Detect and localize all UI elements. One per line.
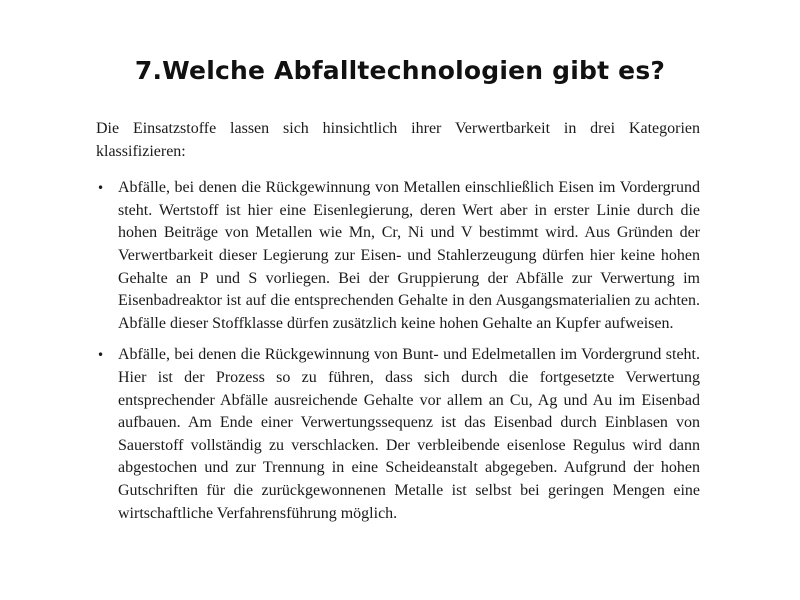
scanned-text-excerpt xyxy=(88,118,700,578)
list-item xyxy=(88,344,700,525)
slide-title: 7.Welche Abfalltechnologien gibt es? xyxy=(134,56,666,85)
list-item xyxy=(88,177,700,335)
intro-paragraph: Die Einsatzstoffe lassen sich hinsichtlich ihrer Verwertbarkeit in drei Kategorien klassifizieren: xyxy=(96,120,700,160)
category-list xyxy=(88,177,700,525)
bullet-icon: • xyxy=(97,181,105,196)
list-item-text: Abfälle, bei denen die Rückgewinnung von Metallen einschließlich Eisen im Vordergrund steht. Wertstoff ist hier eine Eisenlegierung, deren Wert aber in erster Linie durch die hohen Beiträge von Metallen wie Mn, Cr, Ni und V bestimmt wird. Aus Gründen der Verwertbarkeit dieser Legierung zur Eisen- und Stahlerzeugung dürfen hier keine hohen Gehalte an P und S vorliegen. Bei der Gruppierung der Abfälle zur Verwertung im Eisenbadreaktor ist auf die entsprechenden Gehalte in den Ausgangsmaterialien zu achten. Abfälle dieser Stoffklasse dürfen zusätzlich keine hohen Gehalte an Kupfer aufweisen. xyxy=(118,179,700,332)
bullet-icon: • xyxy=(97,348,105,363)
list-item-text: Abfälle, bei denen die Rückgewinnung von Bunt- und Edelmetallen im Vordergrund steht. Hier ist der Prozess so zu führen, dass sich durch die fortgesetzte Verwertung entsprechender Abfälle ausreichende Gehalte vor allem an Cu, Ag und Au im Eisenbad aufbauen. Am Ende einer Verwertungssequenz ist das Eisenbad durch Einblasen von Sauerstoff vollständig zu verschlacken. Der verbleibende eisenlose Regulus wird dann abgestochen und zur Trennung in eine Scheideanstalt abgegeben. Aufgrund der hohen Gutschriften für die zurückgewonnenen Metalle ist selbst bei geringen Mengen eine wirtschaftliche Verfahrensführung möglich. xyxy=(118,346,700,522)
